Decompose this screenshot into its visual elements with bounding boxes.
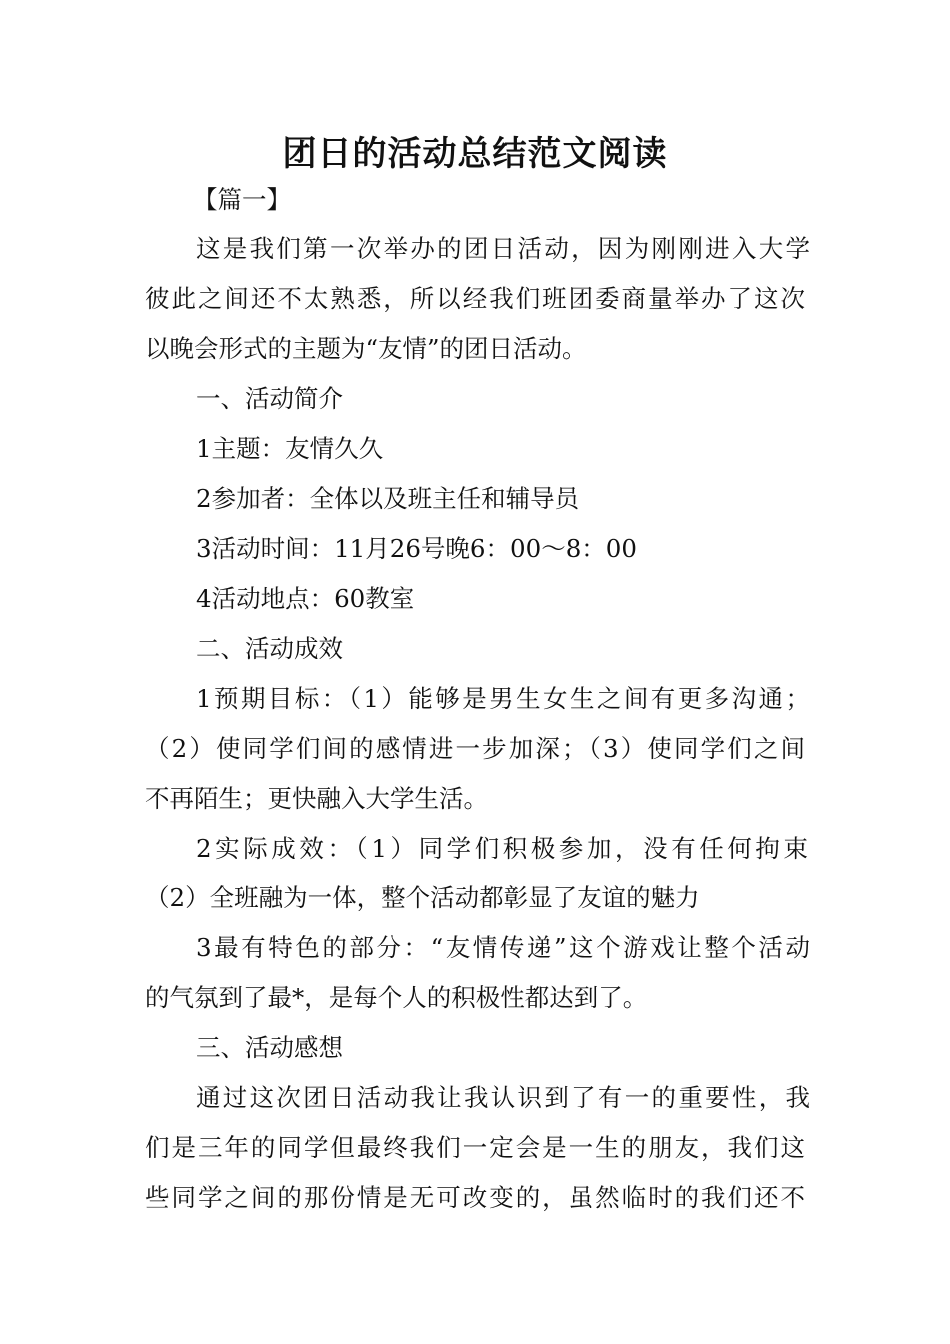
section-label: 【篇一】 [193,185,291,214]
paragraph-line: 3最有特色的部分：“友情传递”这个游戏让整个活动 [196,933,810,962]
document-title: 团日的活动总结范文阅读 [282,134,668,174]
list-item: 1主题：友情久久 [196,434,384,463]
paragraph-line: 的气氛到了最*，是每个人的积极性都达到了。 [145,983,648,1012]
list-item: 4活动地点：60教室 [196,584,415,613]
paragraph-line: 彼此之间还不太熟悉，所以经我们班团委商量举办了这次 [145,284,805,313]
list-item: 2参加者：全体以及班主任和辅导员 [196,484,580,513]
paragraph-line: 不再陌生；更快融入大学生活。 [145,784,488,813]
section-heading: 三、活动感想 [196,1033,343,1062]
paragraph-line: 这是我们第一次举办的团日活动，因为刚刚进入大学 [196,234,810,263]
paragraph-line: 们是三年的同学但最终我们一定会是一生的朋友，我们这 [145,1133,805,1162]
paragraph-line: 2实际成效：（1）同学们积极参加，没有任何拘束 [196,834,808,863]
paragraph-line: 以晚会形式的主题为“友情”的团日活动。 [145,334,587,363]
paragraph-line: （2）使同学们间的感情进一步加深；（3）使同学们之间 [145,734,805,763]
section-heading: 二、活动成效 [196,634,343,663]
section-heading: 一、活动简介 [196,384,343,413]
list-item: 3活动时间：11月26号晚6：00～8：00 [196,534,637,563]
paragraph-line: 通过这次团日活动我让我认识到了有一的重要性，我 [196,1083,810,1112]
paragraph-line: 1预期目标：（1）能够是男生女生之间有更多沟通； [196,684,810,713]
paragraph-line: 些同学之间的那份情是无可改变的，虽然临时的我们还不 [145,1183,805,1212]
paragraph-line: （2）全班融为一体，整个活动都彰显了友谊的魅力 [145,883,700,912]
